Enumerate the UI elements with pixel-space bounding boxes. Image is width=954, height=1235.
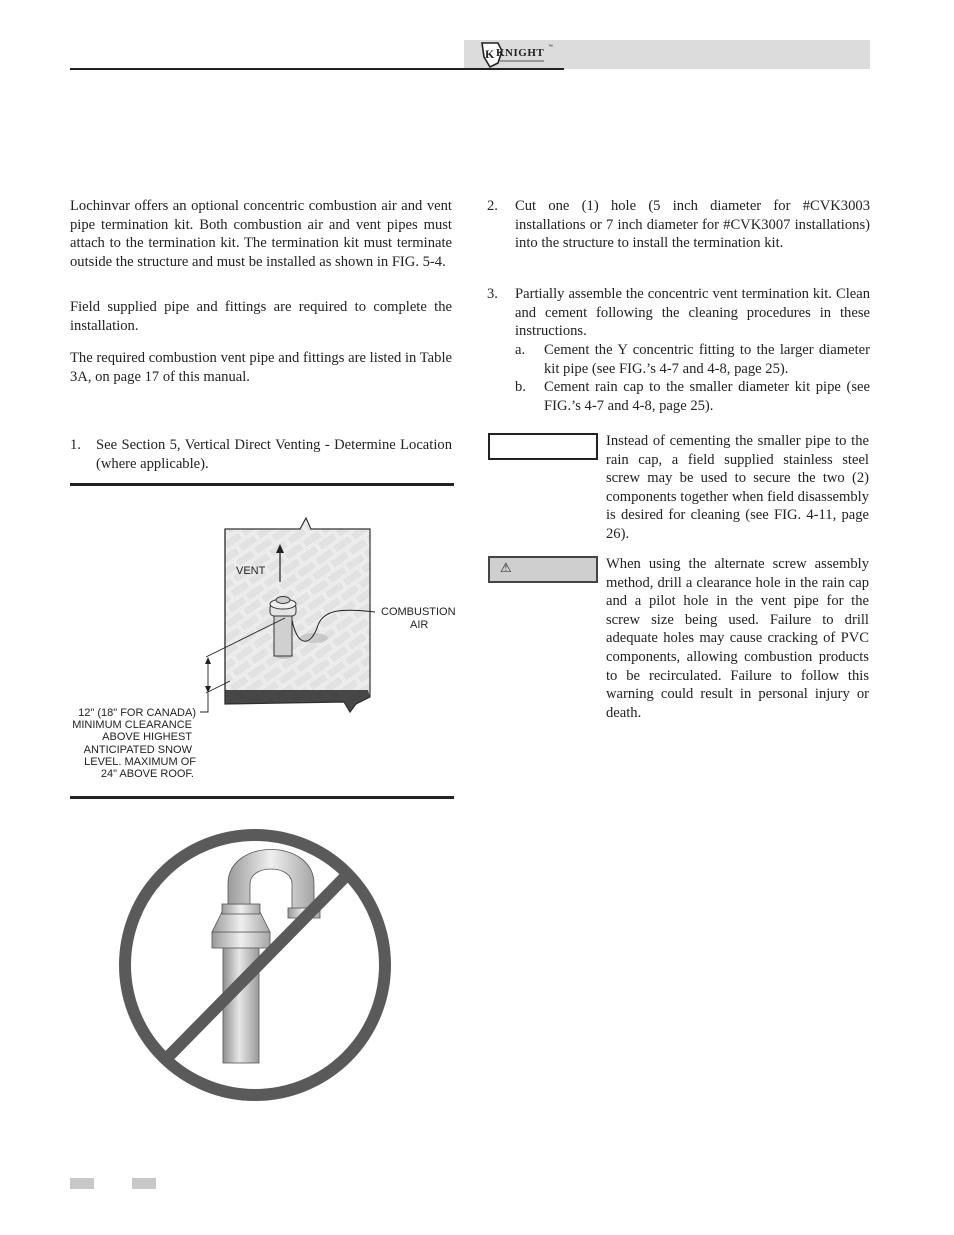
figure-top-rule — [70, 483, 454, 486]
field-supplied-paragraph: Field supplied pipe and fittings are required to complete the installation. — [70, 299, 452, 334]
clearance-line-5: LEVEL. MAXIMUM OF — [84, 756, 196, 768]
step-3b-letter: b. — [515, 379, 526, 395]
clearance-line-1: 12" (18" FOR CANADA) — [78, 707, 196, 719]
roof-edge — [225, 690, 370, 712]
knight-logo — [478, 39, 558, 69]
step-3-number: 3. — [487, 286, 498, 302]
step-1-number: 1. — [70, 437, 81, 453]
footer-tab-left — [70, 1178, 94, 1189]
step-2-text: Cut one (1) hole (5 inch diameter for #CVK3003 installations or 7 inch diameter for #CVK3007 installations) into the structure to install the termination kit. — [515, 198, 870, 252]
notice-label-box — [488, 433, 598, 460]
clearance-line-3: ABOVE HIGHEST — [102, 731, 192, 743]
step-3a-letter: a. — [515, 342, 526, 358]
step-3b-text: Cement rain cap to the smaller diameter kit pipe (see FIG.’s 4-7 and 4-8, page 25). — [544, 379, 870, 414]
prohibited-termination-figure — [110, 820, 400, 1110]
roof-surface — [225, 518, 370, 712]
logo-text: KNIGHT — [496, 47, 545, 59]
intro-paragraph: Lochinvar offers an optional concentric combustion air and vent pipe termination kit. Both combustion air and vent pipes must attach to the termination kit. The termination kit must terminate outside the structure and must be installed as shown in FIG. 5-4. — [70, 198, 452, 270]
warning-triangle-icon: ⚠ — [500, 561, 512, 576]
notice-text: Instead of cementing the smaller pipe to the rain cap, a field supplied stainless steel screw may be used to secure the two (2) components together when field disassembly is desired for cleaning (see FIG. 4-11, page 26). — [606, 433, 869, 542]
combustion-air-label-1: COMBUSTION — [381, 606, 456, 618]
warning-label-box — [488, 556, 598, 583]
clearance-line-2: MINIMUM CLEARANCE — [72, 719, 192, 731]
step-1 — [70, 436, 452, 476]
required-pipe-paragraph: The required combustion vent pipe and fittings are listed in Table 3A, on page 17 of this manual. — [70, 350, 452, 385]
vertical-termination-figure — [70, 500, 460, 790]
step-3 — [487, 285, 870, 420]
step-2 — [487, 197, 870, 273]
combustion-air-label-2: AIR — [410, 619, 429, 631]
step-1-text: See Section 5, Vertical Direct Venting - Determine Location (where applicable). — [96, 437, 452, 472]
logo-tm: ™ — [548, 44, 553, 50]
step-3-text: Partially assemble the concentric vent termination kit. Clean and cement following the cleaning procedures in these instructions. — [515, 286, 870, 340]
figure-bottom-rule — [70, 796, 454, 799]
clearance-line-6: 24" ABOVE ROOF. — [100, 768, 194, 780]
vent-label: VENT — [236, 565, 266, 577]
warning-text: When using the alternate screw assembly method, drill a clearance hole in the rain cap and a pilot hole in the vent pipe for the screw size being used. Failure to drill adequate holes may cause cracking of PVC components, allowing combustion products to be recirculated. Failure to follow this warning could result in personal injury or death. — [606, 556, 869, 721]
footer-tab-right — [132, 1178, 156, 1189]
step-3a-text: Cement the Y concentric fitting to the larger diameter kit pipe (see FIG.’s 4-7 and 4-8, page 25). — [544, 342, 870, 377]
clearance-line-4: ANTICIPATED SNOW — [83, 744, 192, 756]
logo-letter: K — [485, 47, 495, 61]
step-2-number: 2. — [487, 198, 498, 214]
